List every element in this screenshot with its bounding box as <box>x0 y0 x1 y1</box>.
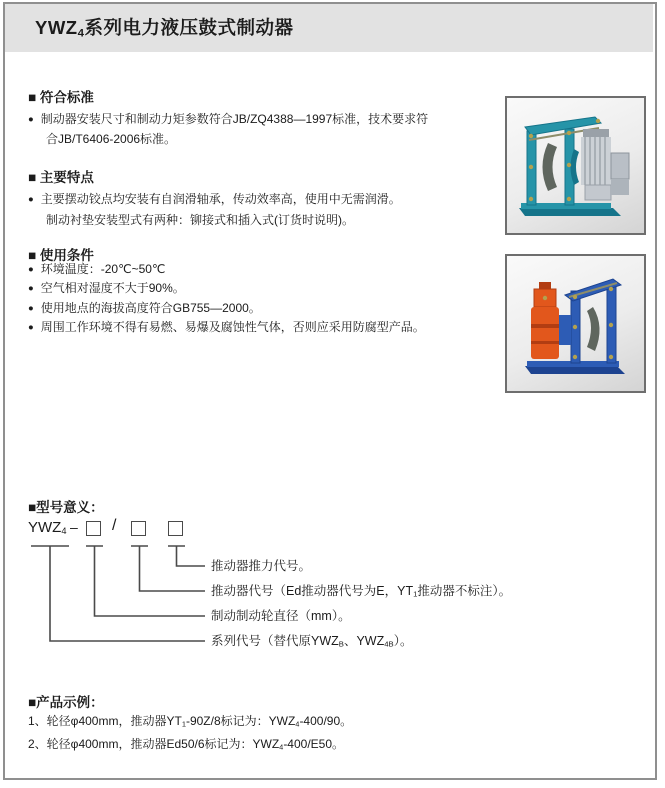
conditions-item-text: 使用地点的海拔高度符合GB755—2000。 <box>40 301 261 315</box>
features-line-1-text: 主要摆动铰点均安装有自润滑轴承，传动效率高，使用中无需润滑。 <box>40 192 401 206</box>
diagram-label-thrust-code: 推动器推力代号。 <box>211 559 312 573</box>
standards-line-2: 合JB/T6406-2006标准。 <box>46 132 177 146</box>
drum-brake-orange-thruster-illustration <box>515 266 637 382</box>
features-line-2: 制动衬垫安装型式有两种：铆接式和插入式(订货时说明)。 <box>46 213 354 227</box>
conditions-item-text: 环境温度：-20℃~50℃ <box>40 262 166 276</box>
section-heading-standards: ■ 符合标准 <box>28 90 94 105</box>
diagram-label-series-code: 系列代号（替代原$YWZ_B$、$YWZ_{4B}$）。 <box>211 634 413 649</box>
section-heading-features: ■ 主要特点 <box>28 170 94 185</box>
features-line-1 <box>28 192 401 207</box>
bullet-icon: ● <box>28 322 34 333</box>
bullet-icon: ● <box>28 283 34 294</box>
diagram-label-wheel-diameter: 制动制动轮直径（mm）。 <box>211 609 351 623</box>
example-line-1: 1、轮径φ400mm，推动器$YT_1-90Z/8$标记为：$YWZ_4-400/90$。 <box>28 714 353 729</box>
page-title: $YWZ_4$系列电力液压鼓式制动器 <box>35 17 294 40</box>
standards-line-1-text: 制动器安装尺寸和制动力矩参数符合JB/ZQ4388—1997标准，技术要求符 <box>40 112 429 126</box>
example-line-2: 2、轮径φ400mm，推动器Ed50/6标记为：$YWZ_4-400/E50$。 <box>28 737 345 752</box>
conditions-item <box>28 262 165 277</box>
bullet-icon: ● <box>28 114 34 125</box>
model-box-thrust-code <box>168 521 183 536</box>
model-dash: – <box>70 519 78 535</box>
model-slash: / <box>112 517 117 534</box>
model-designation-diagram <box>28 516 648 666</box>
conditions-item <box>28 320 425 335</box>
drum-brake-silver-thruster-illustration <box>515 108 637 224</box>
model-box-diameter <box>86 521 101 536</box>
section-heading-examples: ■产品示例： <box>28 695 104 710</box>
product-photo-1 <box>505 96 646 235</box>
header-bar <box>5 4 653 52</box>
model-box-thruster-code <box>131 521 146 536</box>
bullet-icon: ● <box>28 264 34 275</box>
section-heading-conditions: ■ 使用条件 <box>28 248 94 263</box>
bullet-icon: ● <box>28 194 34 205</box>
model-series-code: $YWZ_4$ <box>28 519 67 537</box>
standards-line-1 <box>28 112 428 127</box>
conditions-item <box>28 281 185 296</box>
diagram-label-thruster-code: 推动器代号（Ed推动器代号为E，$YT_1$推动器不标注）。 <box>211 584 512 599</box>
conditions-item-text: 周围工作环境不得有易燃、易爆及腐蚀性气体，否则应采用防腐型产品。 <box>40 320 425 334</box>
product-photo-2 <box>505 254 646 393</box>
section-heading-model: ■型号意义： <box>28 500 104 515</box>
conditions-item <box>28 301 261 316</box>
conditions-item-text: 空气相对湿度不大于90%。 <box>40 281 185 295</box>
bullet-icon: ● <box>28 303 34 314</box>
